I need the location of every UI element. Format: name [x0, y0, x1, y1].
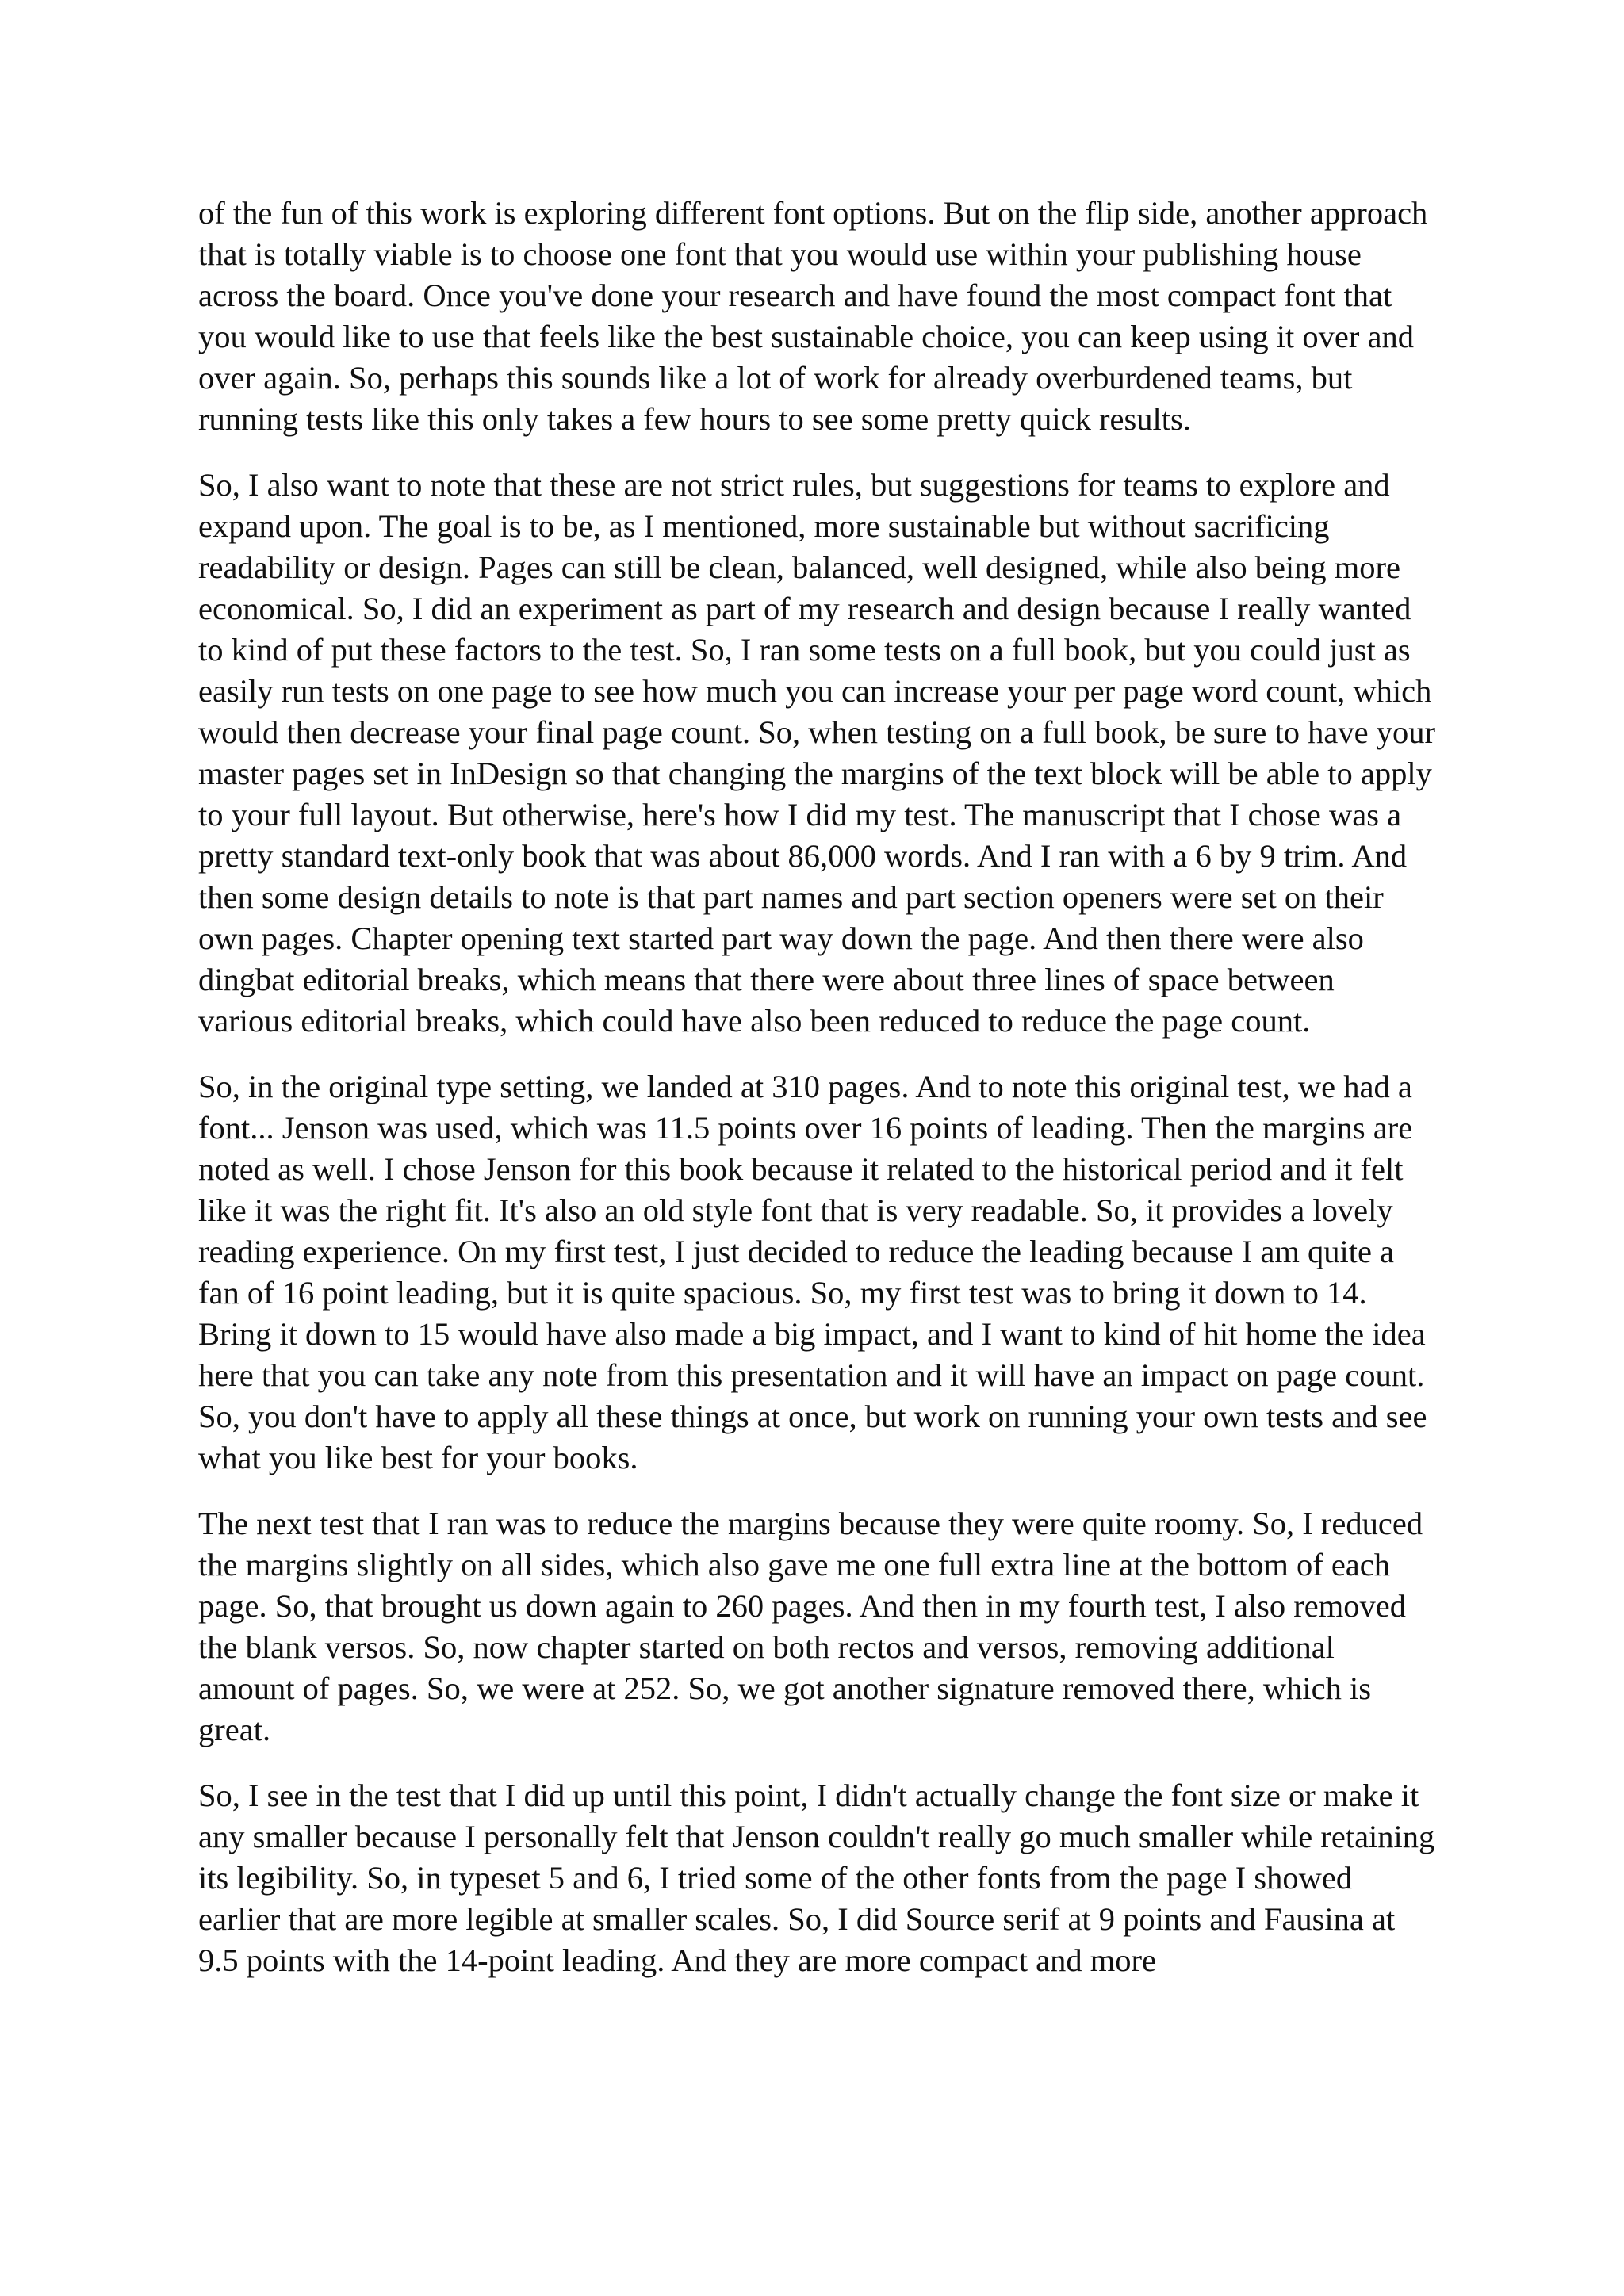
- paragraph-3: So, in the original type setting, we landed at 310 pages. And to note this original test, we had a font... Jenson was used, which was 11.5 points over 16 points of leading. Then the margins are noted as well. I chose Jenson for this book because it related to the historical period and it felt like it was the right fit. It's also an old style font that is very readable. So, it provides a lovely reading experience. On my first test, I just decided to reduce the leading because I am quite a fan of 16 point leading, but it is quite spacious. So, my first test was to bring it down to 14. Bring it down to 15 would have also made a big impact, and I want to kind of hit home the idea here that you can take any note from this presentation and it will have an impact on page count. So, you don't have to apply all these things at once, but work on running your own tests and see what you like best for your books.: [198, 1069, 1427, 1475]
- paragraph-4: The next test that I ran was to reduce the margins because they were quite roomy. So, I reduced the margins slightly on all sides, which also gave me one full extra line at the bottom of each page. So, that brought us down again to 260 pages. And then in my fourth test, I also removed the blank versos. So, now chapter started on both rectos and versos, removing additional amount of pages. So, we were at 252. So, we got another signature removed there, which is great.: [198, 1506, 1423, 1747]
- paragraph-1: of the fun of this work is exploring different font options. But on the flip side, another approach that is totally viable is to choose one font that you would use within your publishing house across the board. Once you've done your research and have found the most compact font that you would like to use that feels like the best sustainable choice, you can keep using it over and over again. So, perhaps this sounds like a lot of work for already overburdened teams, but running tests like this only takes a few hours to see some pretty quick results.: [198, 195, 1428, 437]
- paragraph-2: So, I also want to note that these are not strict rules, but suggestions for teams to explore and expand upon. The goal is to be, as I mentioned, more sustainable but without sacrificing readability or design. Pages can still be clean, balanced, well designed, while also being more economical. So, I did an experiment as part of my research and design because I really wanted to kind of put these factors to the test. So, I ran some tests on a full book, but you could just as easily run tests on one page to see how much you can increase your per page word count, which would then decrease your final page count. So, when testing on a full book, be sure to have your master pages set in InDesign so that changing the margins of the text block will be able to apply to your full layout. But otherwise, here's how I did my test. The manuscript that I chose was a pretty standard text-only book that was about 86,000 words. And I ran with a 6 by 9 trim. And then some design details to note is that part names and part section openers were set on their own pages. Chapter opening text started part way down the page. And then there were also dingbat editorial breaks, which means that there were about three lines of space between various editorial breaks, which could have also been reduced to reduce the page count.: [198, 467, 1435, 1039]
- paragraph-5: So, I see in the test that I did up until this point, I didn't actually change the font size or make it any smaller because I personally felt that Jenson couldn't really go much smaller while retaining its legibility. So, in typeset 5 and 6, I tried some of the other fonts from the page I showed earlier that are more legible at smaller scales. So, I did Source serif at 9 points and Fausina at 9.5 points with the 14-point leading. And they are more compact and more: [198, 1777, 1435, 1978]
- body-text: [198, 193, 1435, 2006]
